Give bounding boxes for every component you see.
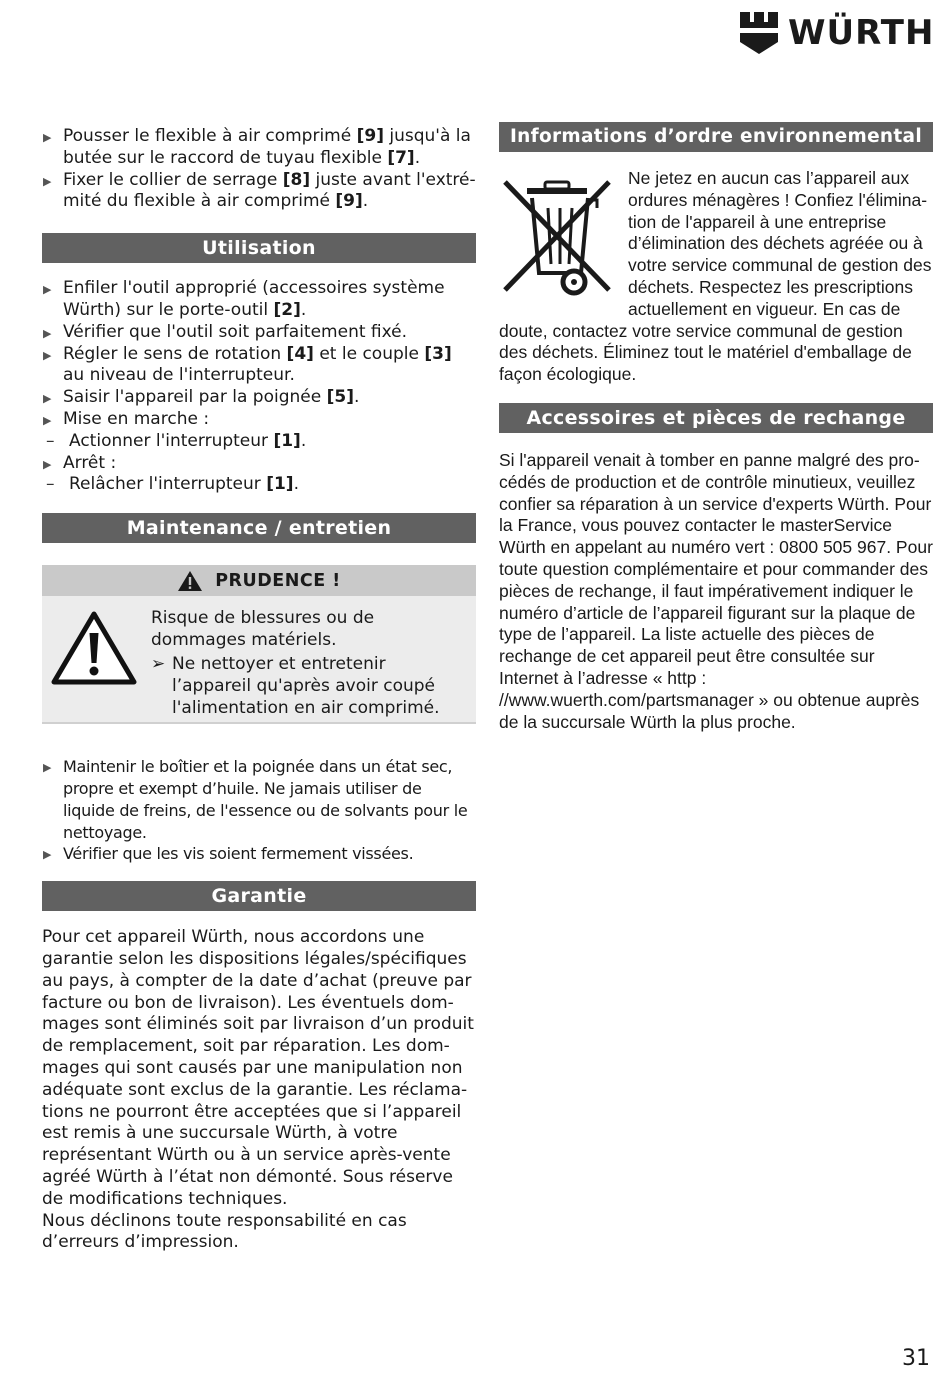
environment-text	[499, 168, 933, 733]
caution-header	[42, 565, 476, 596]
caution-body	[151, 607, 469, 719]
text-line: tion de l'appareil à une entreprise	[628, 211, 887, 232]
maintenance-list	[42, 756, 476, 865]
section-heading-environment: Informations d’ordre environnemental	[499, 122, 933, 152]
list-item: ▶ Régler le sens de rotation [4] et le couple [3] au niveau de l'interrupteur.	[42, 344, 476, 388]
brand-logo	[740, 12, 934, 54]
list-item: ▶ Arrêt :	[42, 453, 476, 475]
brand-name: WÜRTH	[788, 13, 935, 53]
accessories-text: Si l'appareil venait à tomber en panne malgré des pro-cédés de production et de contrôle minutieux, veuillez confier sa réparation à un service d'experts Würth. Pour la France, vous pouvez contacter le masterService Würth en appelant au numéro vert : 0800 505 967. Pour toute question complémentaire et pour commander des pièces de rechange, il faut impérativement indiquer le numéro d’article de l’appareil figurant sur la plaque de type de l’appareil. La liste actuelle des pièces de rechange de cet appareil peut être consultée sur Internet à l’adresse « http : //www.wuerth.com/partsmanager » ou obtenue auprès de la succursale Würth la plus proche.	[499, 449, 933, 732]
section-heading-accessories: Accessoires et pièces de rechange	[499, 403, 933, 433]
text-line: ordures ménagères ! Confiez l'élimina-	[628, 189, 928, 210]
left-column	[42, 122, 476, 1254]
warning-triangle-icon	[177, 570, 203, 592]
list-item: ▶ Vérifier que les vis soient fermement vissées.	[42, 843, 476, 865]
section-heading-utilisation: Utilisation	[42, 233, 476, 263]
arrow-icon: ➢	[151, 654, 166, 675]
text-line: votre service communal de gestion des	[628, 255, 932, 276]
warning-sign-icon	[50, 609, 138, 687]
list-item: ▶ Fixer le collier de serrage [8] juste avant l'extré-mité du flexible à air comprimé [9].	[42, 170, 476, 214]
caution-text: Risque de blessures ou de dommages matériels.	[151, 608, 375, 651]
section-heading-maintenance: Maintenance / entretien	[42, 513, 476, 543]
list-item: ▶ Enfiler l'outil approprié (accessoires système Würth) sur le porte-outil [2].	[42, 278, 476, 322]
text-line: actuellement en vigueur. En cas de	[628, 298, 901, 319]
list-item: ▶ Pousser le flexible à air comprimé [9] jusqu'à la butée sur le raccord de tuyau flexible [7].	[42, 126, 476, 170]
right-column	[499, 122, 933, 762]
text-line: Ne jetez en aucun cas l’appareil aux	[628, 168, 910, 188]
text-line: déchets. Respectez les prescriptions	[628, 276, 913, 297]
list-item: ▶ Saisir l'appareil par la poignée [5].	[42, 387, 476, 409]
list-item: ▶ Maintenir le boîtier et la poignée dans un état sec, propre et exempt d’huile. Ne jamais utiliser de liquide de freins, de l'essence ou de solvants pour le nettoyage.	[42, 756, 476, 843]
wurth-logo-icon	[740, 12, 778, 54]
section-heading-garantie: Garantie	[42, 881, 476, 911]
garantie-paragraph: Pour cet appareil Würth, nous accordons une garantie selon les dispositions légales/spécifiques au pays, à compter de la date d’achat (preuve par facture ou bon de livraison). Les éventuels dom-mages sont éliminés soit par livraison d’un produit de remplacement, soit par réparation. Les dom-mages qui sont causés par une manipulation non adéquate sont exclus de la garantie. Les réclama-tions ne pourront être acceptées que si l’appareil est remis à une succursale Würth, à votre représentant Würth ou à un service après-vente agréé Würth à l’état non démonté. Sous réserve de modifications techniques.	[42, 927, 474, 1209]
text-line: d’élimination des déchets agréée ou à	[628, 233, 923, 254]
caution-title: PRUDENCE !	[215, 570, 341, 591]
caution-box	[42, 565, 476, 724]
intro-list	[42, 126, 476, 213]
environment-rest: doute, contactez votre service communal de gestion des déchets. Éliminez tout le matériel d'emballage de façon écologique.	[499, 320, 912, 385]
list-item: – Actionner l'interrupteur [1].	[42, 431, 476, 453]
page-number: 31	[902, 1346, 930, 1371]
utilisation-list	[42, 278, 476, 496]
caution-action: ➢ Ne nettoyer et entretenir l’appareil qu'après avoir coupé l'alimentation en air comprimé.	[151, 654, 440, 719]
garantie-text	[42, 927, 476, 1254]
list-item: – Relâcher l'interrupteur [1].	[42, 474, 476, 496]
list-item: ▶ Vérifier que l'outil soit parfaitement fixé.	[42, 322, 476, 344]
garantie-disclaimer: Nous déclinons toute responsabilité en cas d’erreurs d’impression.	[42, 1210, 407, 1253]
list-item: ▶ Mise en marche :	[42, 409, 476, 431]
